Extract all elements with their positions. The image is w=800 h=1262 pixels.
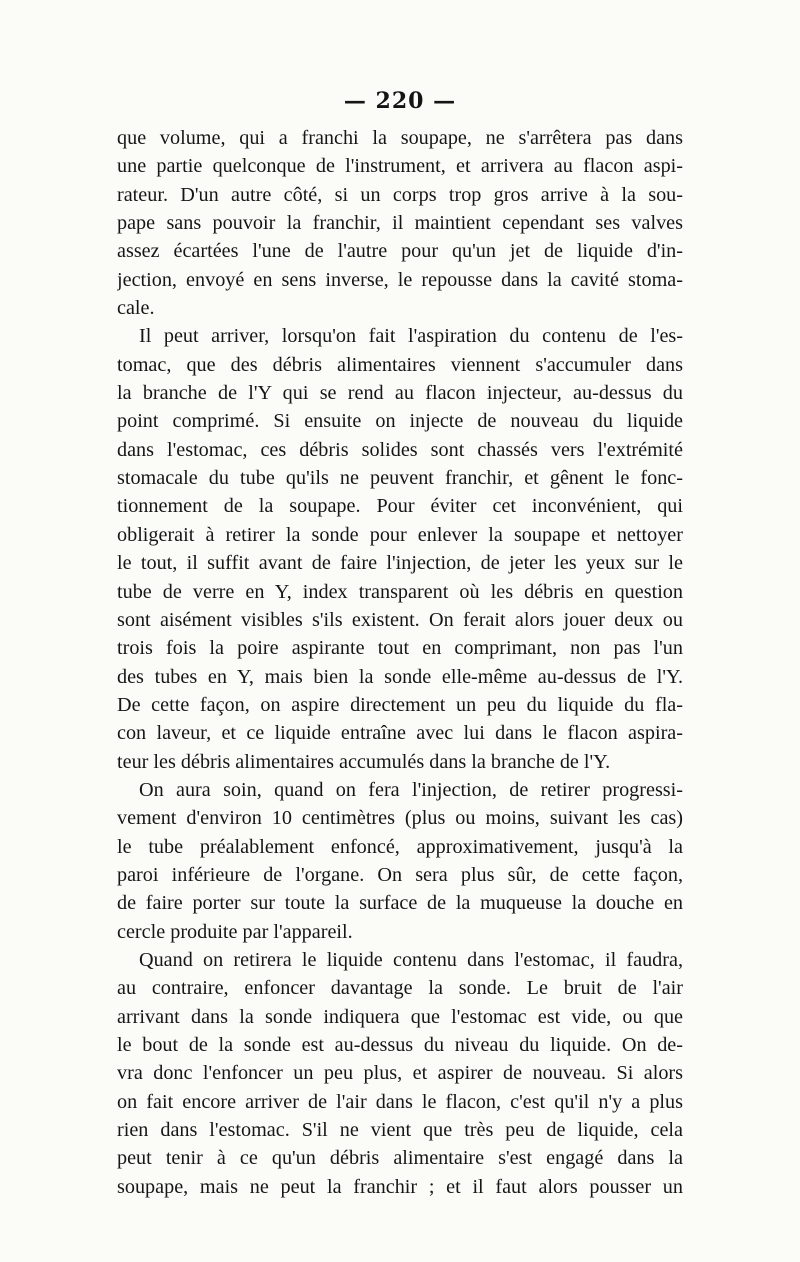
text-line: arrivant dans la sonde indiquera que l'estomac est vide, ou que (117, 1005, 683, 1028)
text-line: point comprimé. Si ensuite on injecte de nouveau du liquide (117, 410, 683, 433)
text-line: vement d'environ 10 centimètres (plus ou moins, suivant les cas) (117, 807, 683, 830)
text-line: des tubes en Y, mais bien la sonde elle-même au-dessus de l'Y. (117, 665, 683, 688)
text-line: tomac, que des débris alimentaires viennent s'accumuler dans (117, 353, 683, 376)
text-line: on fait encore arriver de l'air dans le flacon, c'est qu'il n'y a plus (117, 1090, 683, 1113)
text-line: paroi inférieure de l'organe. On sera plus sûr, de cette façon, (117, 863, 683, 886)
text-line: cale. (117, 297, 155, 320)
text-line: On aura soin, quand on fera l'injection, de retirer progressi- (139, 778, 683, 801)
text-line: sont aisément visibles s'ils existent. On ferait alors jouer deux ou (117, 608, 683, 631)
text-line: soupape, mais ne peut la franchir ; et il faut alors pousser un (117, 1175, 683, 1198)
text-line: tube de verre en Y, index transparent où les débris en question (117, 580, 683, 603)
text-line: le tube préalablement enfoncé, approximativement, jusqu'à la (117, 835, 683, 858)
text-line: stomacale du tube qu'ils ne peuvent franchir, et gênent le fonc- (117, 467, 683, 490)
text-line: la branche de l'Y qui se rend au flacon injecteur, au-dessus du (117, 382, 683, 405)
text-line: assez écartées l'une de l'autre pour qu'un jet de liquide d'in- (117, 240, 683, 263)
text-line: au contraire, enfoncer davantage la sonde. Le bruit de l'air (117, 977, 683, 1000)
text-line: une partie quelconque de l'instrument, et arrivera au flacon aspi- (117, 155, 683, 178)
text-line: De cette façon, on aspire directement un peu du liquide du fla- (117, 693, 683, 716)
text-line: le bout de la sonde est au-dessus du niveau du liquide. On de- (117, 1034, 683, 1056)
text-line: peut tenir à ce qu'un débris alimentaire s'est engagé dans la (117, 1147, 683, 1170)
text-line: que volume, qui a franchi la soupape, ne s'arrêtera pas dans (117, 127, 683, 149)
text-line: jection, envoyé en sens inverse, le repousse dans la cavité stoma- (117, 268, 683, 291)
text-line: Quand on retirera le liquide contenu dans l'estomac, il faudra, (139, 948, 683, 971)
text-line: tionnement de la soupape. Pour éviter cet inconvénient, qui (117, 495, 683, 518)
text-line: obligerait à retirer la sonde pour enlever la soupape et nettoyer (117, 523, 683, 546)
body-text (117, 124, 683, 1201)
text-line: Il peut arriver, lorsqu'on fait l'aspiration du contenu de l'es- (139, 325, 683, 348)
text-line: trois fois la poire aspirante tout en comprimant, non pas l'un (117, 637, 683, 660)
text-line: con laveur, et ce liquide entraîne avec lui dans le flacon aspira- (117, 722, 683, 745)
page-number: — 220 — (343, 88, 457, 114)
text-line: de faire porter sur toute la surface de la muqueuse la douche en (117, 892, 683, 915)
text-line: teur les débris alimentaires accumulés dans la branche de l'Y. (117, 750, 611, 773)
text-line: cercle produite par l'appareil. (117, 920, 353, 943)
text-line: rien dans l'estomac. S'il ne vient que très peu de liquide, cela (117, 1119, 683, 1142)
text-line: dans l'estomac, ces débris solides sont chassés vers l'extrémité (117, 438, 683, 461)
text-line: pape sans pouvoir la franchir, il maintient cependant ses valves (117, 212, 683, 235)
text-line: rateur. D'un autre côté, si un corps trop gros arrive à la sou- (117, 183, 683, 206)
text-line: vra donc l'enfoncer un peu plus, et aspirer de nouveau. Si alors (117, 1062, 683, 1085)
text-line: le tout, il suffit avant de faire l'injection, de jeter les yeux sur le (117, 552, 683, 575)
